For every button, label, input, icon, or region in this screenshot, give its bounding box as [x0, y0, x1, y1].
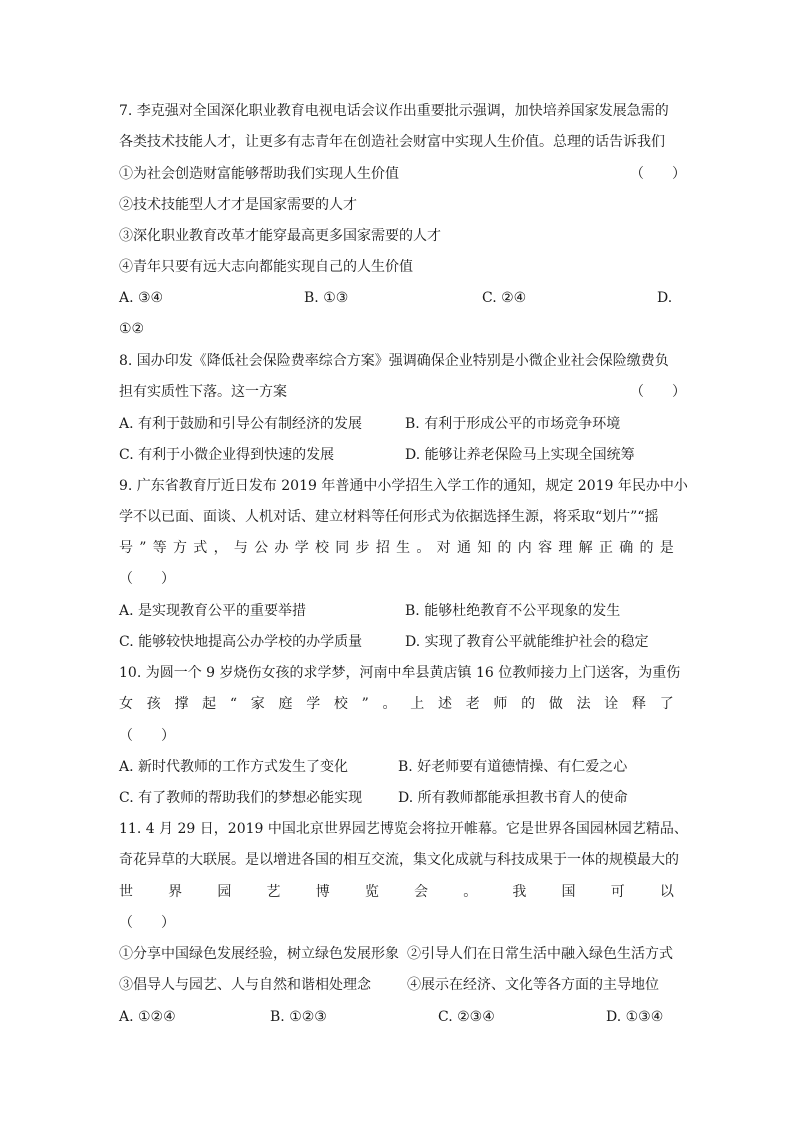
q10-stem-char: 释 [632, 696, 646, 712]
q10-stem-char: 校 [333, 696, 348, 712]
q9-stem-char: 步 [355, 540, 370, 556]
q10-stem-char: 法 [576, 696, 591, 712]
q9-stem-char: 号 [119, 540, 133, 556]
q8-option-a: A. 有利于鼓励和引导公有制经济的发展 [119, 416, 363, 432]
q10-stem-char: 。 [382, 696, 397, 712]
q10-stem-char: 家 [250, 696, 265, 712]
q11-stem-char: 可 [610, 884, 625, 900]
q10-option-d: D. 所有教师都能承担教书育人的使命 [398, 790, 628, 806]
q10-stem-char: 了 [659, 696, 674, 712]
q11-item-3: ③倡导人与园艺、人与自然和谐相处理念 [119, 977, 371, 993]
q9-stem-char: 是 [659, 540, 674, 556]
q10-stem-char: 述 [437, 696, 452, 712]
q9-option-a: A. 是实现教育公平的重要举措 [119, 603, 307, 619]
q11-stem-char: 会 [414, 884, 429, 900]
q11-item-2: ②引导人们在日常生活中融入绿色生活方式 [407, 946, 673, 962]
q9-stem-char: 理 [558, 540, 573, 556]
q9-option-b: B. 能够杜绝教育不公平现象的发生 [405, 603, 621, 619]
q9-stem-char: 招 [375, 540, 390, 556]
q10-stem-line-1: 10. 为圆一个 9 岁烧伤女孩的求学梦，河南中牟县黄店镇 16 位教师接力上门送客，为重伤 [119, 665, 681, 681]
q7-option-d: D. [657, 290, 673, 306]
q11-stem-char: 艺 [266, 884, 281, 900]
q9-stem-char: 对 [436, 540, 451, 556]
q11-stem-char: 览 [364, 884, 379, 900]
q8-option-b: B. 有利于形成公平的市场竞争环境 [405, 416, 621, 432]
q9-option-d: D. 实现了教育公平就能维护社会的稳定 [405, 634, 649, 650]
q11-item-4: ④展示在经济、文化等各方面的主导地位 [407, 977, 659, 993]
q7-stem-line-2: 各类技术技能人才，让更多有志青年在创造社会财富中实现人生价值。总理的话告诉我们 [119, 134, 665, 150]
q11-option-c: C. ②③④ [438, 1009, 495, 1025]
q7-item-4: ④青年只要有远大志向都能实现自己的人生价值 [119, 259, 413, 275]
q10-stem-char: 起 [202, 696, 217, 712]
q11-answer-paren: （ ） [119, 915, 175, 931]
q9-stem-char: 等 [152, 540, 167, 556]
q10-option-b: B. 好老师要有道德情操、有仁爱之心 [398, 759, 628, 775]
q7-item-3: ③深化职业教育改革才能穿最高更多国家需要的人才 [119, 228, 441, 244]
q7-option-b: B. ①③ [304, 290, 349, 306]
q9-option-c: C. 能够较快地提高公办学校的办学质量 [119, 634, 363, 650]
q10-stem-char: 撑 [174, 696, 189, 712]
q9-stem-char: 的 [497, 540, 512, 556]
q11-stem-char: 博 [315, 884, 330, 900]
q11-stem-line-2: 奇花异草的大联展。是以增进各国的相互交流，集文化成就与科技成果于一体的规模最大的 [119, 852, 679, 868]
q9-stem-char: 内 [517, 540, 532, 556]
q10-stem-char: 上 [410, 696, 425, 712]
q7-stem-line-1: 7. 李克强对全国深化职业教育电视电话会议作出重要批示强调，加快培养国家发展急需的 [119, 103, 669, 119]
q11-stem-char: 界 [168, 884, 183, 900]
q11-stem-char: 我 [512, 884, 527, 900]
q9-stem-char: 办 [274, 540, 289, 556]
q8-answer-paren: （ ） [630, 384, 686, 400]
q10-stem-char: “ [229, 696, 238, 712]
q8-stem-line-1: 8. 国办印发《降低社会保险费率综合方案》强调确保企业特别是小微企业社会保险缴费负 [119, 353, 669, 369]
q9-stem-char: 方 [173, 540, 188, 556]
q10-option-c: C. 有了教师的帮助我们的梦想必能实现 [119, 790, 363, 806]
q7-option-c: C. ②④ [482, 290, 527, 306]
q10-stem-char: 诠 [604, 696, 619, 712]
q10-option-a: A. 新时代教师的工作方式发生了变化 [119, 759, 349, 775]
q10-stem-char: 孩 [146, 696, 161, 712]
q9-stem-line-1: 9. 广东省教育厅近日发布 2019 年普通中小学招生入学工作的通知，规定 2019 年民办中小 [119, 478, 688, 494]
q11-stem-char: 以 [659, 884, 674, 900]
q8-option-d: D. 能够让养老保险马上实现全国统筹 [405, 447, 635, 463]
q11-stem-line-1: 11. 4 月 29 日，2019 中国北京世界园艺博览会将拉开帷幕。它是世界各国园林园艺精品、 [119, 821, 688, 837]
q9-stem-line-3 [119, 538, 674, 558]
q7-item-1: ①为社会创造财富能够帮助我们实现人生价值 [119, 166, 399, 182]
q7-option-d-value: ①② [119, 321, 145, 337]
q10-stem-line-2 [119, 694, 674, 714]
q10-stem-char: 学 [306, 696, 321, 712]
q9-stem-char: 与 [233, 540, 248, 556]
q11-option-b: B. ①②③ [270, 1009, 327, 1025]
q10-stem-char: 的 [521, 696, 536, 712]
q9-stem-char: 公 [254, 540, 269, 556]
q9-stem-char: 的 [639, 540, 654, 556]
q11-option-d: D. ①③④ [606, 1009, 664, 1025]
q9-stem-char: ， [213, 540, 228, 556]
q11-stem-char: 园 [217, 884, 232, 900]
q11-stem-char: 。 [463, 884, 478, 900]
q11-stem-char: 世 [119, 884, 133, 900]
q7-item-2: ②技术技能型人才才是国家需要的人才 [119, 197, 357, 213]
q7-option-a: A. ③④ [119, 290, 164, 306]
q11-option-a: A. ①②④ [119, 1009, 176, 1025]
q9-stem-char: 。 [416, 540, 431, 556]
q9-stem-char: 同 [335, 540, 350, 556]
q9-stem-char: 校 [314, 540, 329, 556]
q9-stem-char: 知 [477, 540, 492, 556]
q11-stem-char: 国 [561, 884, 576, 900]
q11-stem-line-3 [119, 882, 674, 902]
q9-stem-char: 学 [294, 540, 309, 556]
q9-stem-char: 容 [538, 540, 553, 556]
q10-answer-paren: （ ） [119, 728, 175, 744]
q9-stem-char: 通 [456, 540, 471, 556]
q10-stem-char: 庭 [278, 696, 293, 712]
q10-stem-char: 做 [548, 696, 563, 712]
q9-stem-char: 正 [598, 540, 613, 556]
q10-stem-char: 师 [493, 696, 508, 712]
q9-stem-char: 生 [396, 540, 411, 556]
q10-stem-char: ” [361, 696, 369, 712]
q9-stem-line-2: 学不以已面、面谈、人机对话、建立材料等任何形式为依据选择生源，将采取“划片”“摇 [119, 509, 659, 525]
q9-answer-paren: （ ） [119, 571, 175, 587]
q11-item-1: ①分享中国绿色发展经验，树立绿色发展形象 [119, 946, 399, 962]
q9-stem-char: 确 [619, 540, 634, 556]
q9-stem-char: ” [139, 540, 147, 556]
q9-stem-char: 式 [193, 540, 208, 556]
q9-stem-char: 解 [578, 540, 593, 556]
q8-option-c: C. 有利于小微企业得到快速的发展 [119, 447, 335, 463]
q8-stem-line-2: 担有实质性下落。这一方案 [119, 384, 287, 400]
q10-stem-char: 老 [465, 696, 480, 712]
q7-answer-paren: （ ） [630, 166, 686, 182]
q10-stem-char: 女 [119, 696, 133, 712]
